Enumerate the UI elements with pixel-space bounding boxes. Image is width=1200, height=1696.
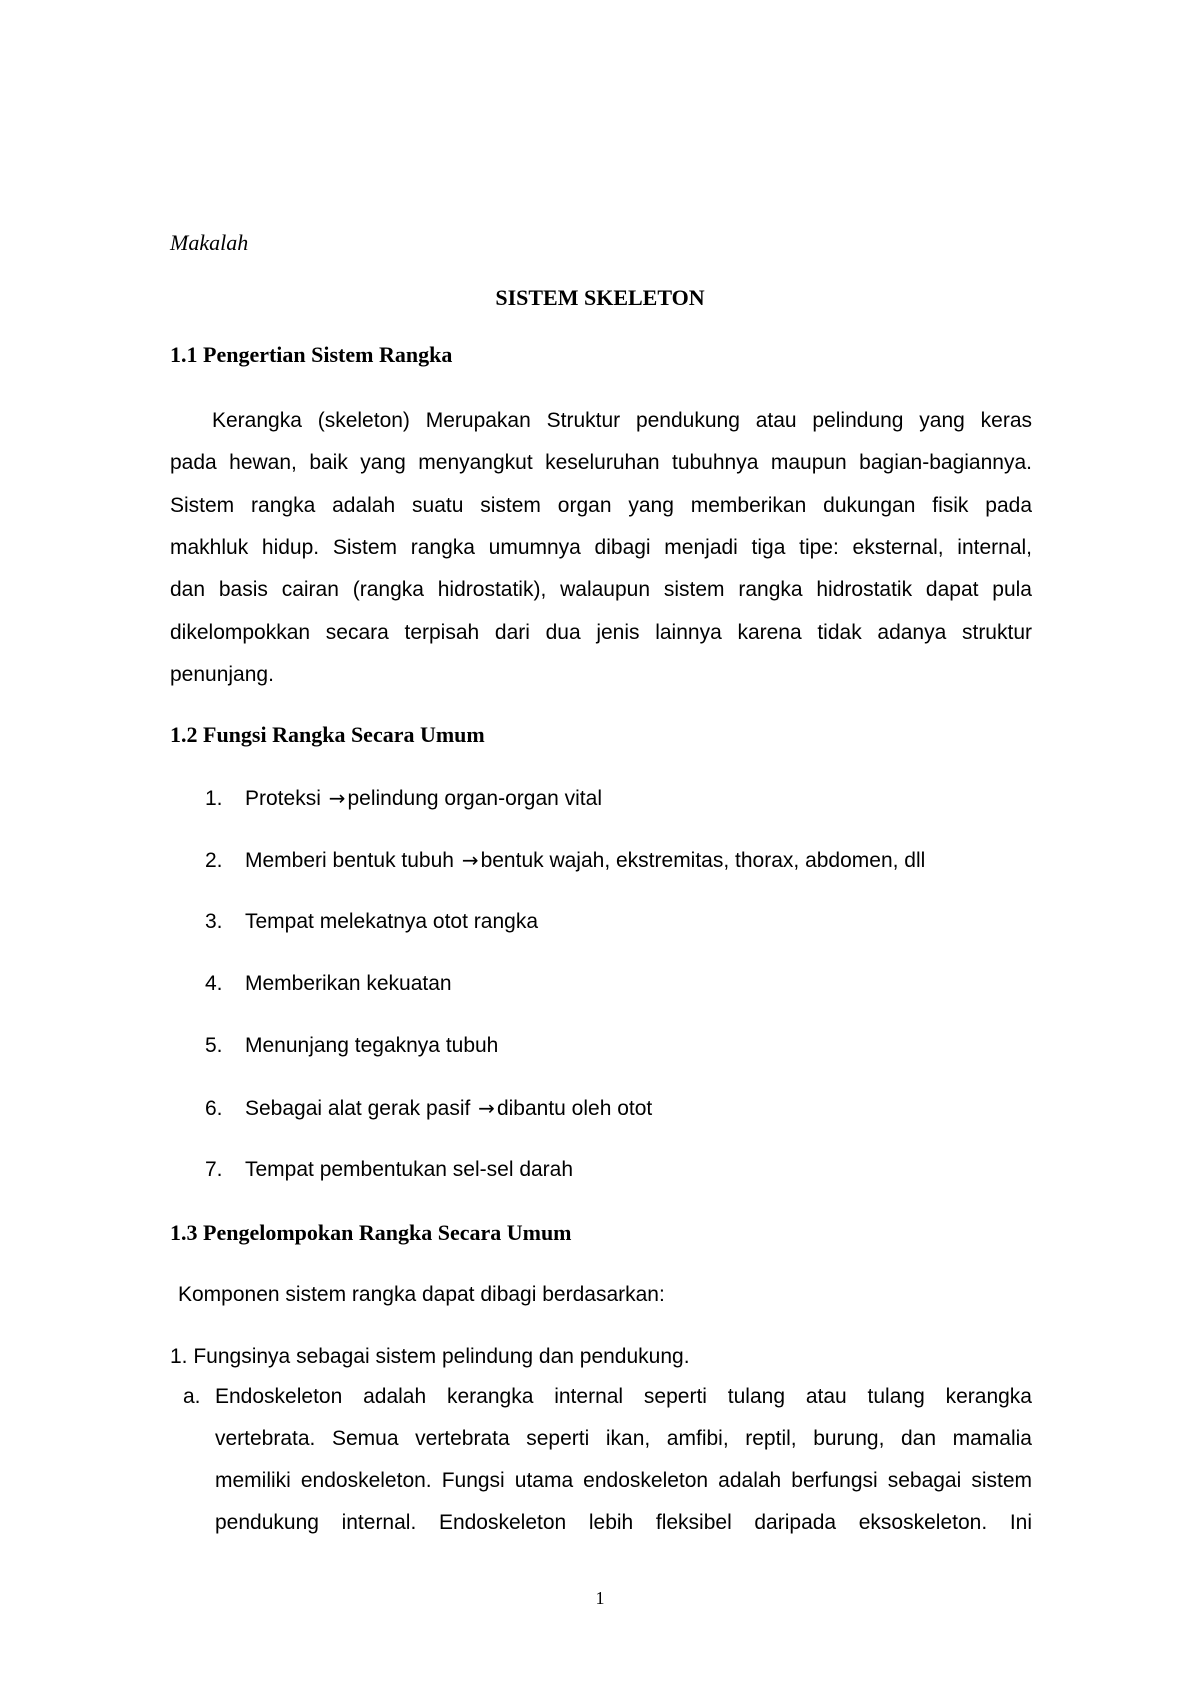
list-item xyxy=(205,847,925,874)
list-number: 6. xyxy=(205,1097,223,1120)
page-number: 1 xyxy=(595,1588,605,1608)
list-item xyxy=(205,971,452,997)
list-number: 5. xyxy=(205,1034,223,1057)
list-item xyxy=(205,1095,652,1122)
list-text: Tempat melekatnya otot rangka xyxy=(245,910,538,933)
list-text-detail: dibantu oleh otot xyxy=(496,1097,653,1120)
list-item xyxy=(205,1033,498,1059)
list-number: 3. xyxy=(205,910,223,933)
list-text: Memberikan kekuatan xyxy=(245,972,452,995)
sub-point-line: memiliki endoskeleton. Fungsi utama endoskeleton adalah berfungsi sebagai sistem xyxy=(215,1469,1032,1492)
sub-point-label: a. xyxy=(183,1385,201,1408)
list-number: 4. xyxy=(205,972,223,995)
document-title: SISTEM SKELETON xyxy=(495,285,705,310)
section-1-heading: 1.1 Pengertian Sistem Rangka xyxy=(170,342,453,367)
list-text: Memberi bentuk tubuh xyxy=(245,849,454,872)
list-number: 2. xyxy=(205,849,223,872)
list-text-detail: pelindung organ-organ vital xyxy=(347,787,602,810)
paragraph-line: makhluk hidup. Sistem rangka umumnya dibagi menjadi tiga tipe: eksternal, internal, xyxy=(170,536,1032,559)
document-label: Makalah xyxy=(170,230,249,255)
paragraph-line: pada hewan, baik yang menyangkut keseluruhan tubuhnya maupun bagian-bagiannya. xyxy=(170,451,1032,474)
paragraph-line: dikelompokkan secara terpisah dari dua jenis lainnya karena tidak adanya struktur xyxy=(170,621,1032,644)
arrow-right-icon: → xyxy=(328,786,346,810)
list-item xyxy=(205,909,538,935)
paragraph-line: penunjang. xyxy=(170,663,274,686)
arrow-right-icon: → xyxy=(461,848,479,872)
section-3-point-1: 1. Fungsinya sebagai sistem pelindung dan pendukung. xyxy=(170,1345,690,1368)
sub-point-line: pendukung internal. Endoskeleton lebih fleksibel daripada eksoskeleton. Ini xyxy=(215,1511,1032,1534)
list-text: Menunjang tegaknya tubuh xyxy=(245,1034,499,1057)
paragraph-line: Sistem rangka adalah suatu sistem organ yang memberikan dukungan fisik pada xyxy=(170,494,1032,517)
section-3-heading: 1.3 Pengelompokan Rangka Secara Umum xyxy=(170,1220,572,1245)
paragraph-line: Kerangka (skeleton) Merupakan Struktur pendukung atau pelindung yang keras xyxy=(212,409,1032,432)
list-number: 7. xyxy=(205,1158,223,1181)
list-item xyxy=(205,1157,573,1183)
section-3-intro: Komponen sistem rangka dapat dibagi berdasarkan: xyxy=(178,1283,665,1306)
arrow-right-icon: → xyxy=(478,1096,495,1120)
list-item xyxy=(205,785,602,812)
list-text: Proteksi xyxy=(245,787,321,810)
list-number: 1. xyxy=(205,787,223,810)
section-2-heading: 1.2 Fungsi Rangka Secara Umum xyxy=(170,722,485,747)
list-text: Sebagai alat gerak pasif xyxy=(245,1097,471,1120)
list-text-detail: bentuk wajah, ekstremitas, thorax, abdomen, dll xyxy=(480,849,926,872)
paragraph-line: dan basis cairan (rangka hidrostatik), walaupun sistem rangka hidrostatik dapat pula xyxy=(170,578,1032,601)
list-text: Tempat pembentukan sel-sel darah xyxy=(245,1158,574,1181)
sub-point-line: vertebrata. Semua vertebrata seperti ikan, amfibi, reptil, burung, dan mamalia xyxy=(215,1427,1032,1450)
sub-point-line: Endoskeleton adalah kerangka internal seperti tulang atau tulang kerangka xyxy=(215,1385,1032,1408)
